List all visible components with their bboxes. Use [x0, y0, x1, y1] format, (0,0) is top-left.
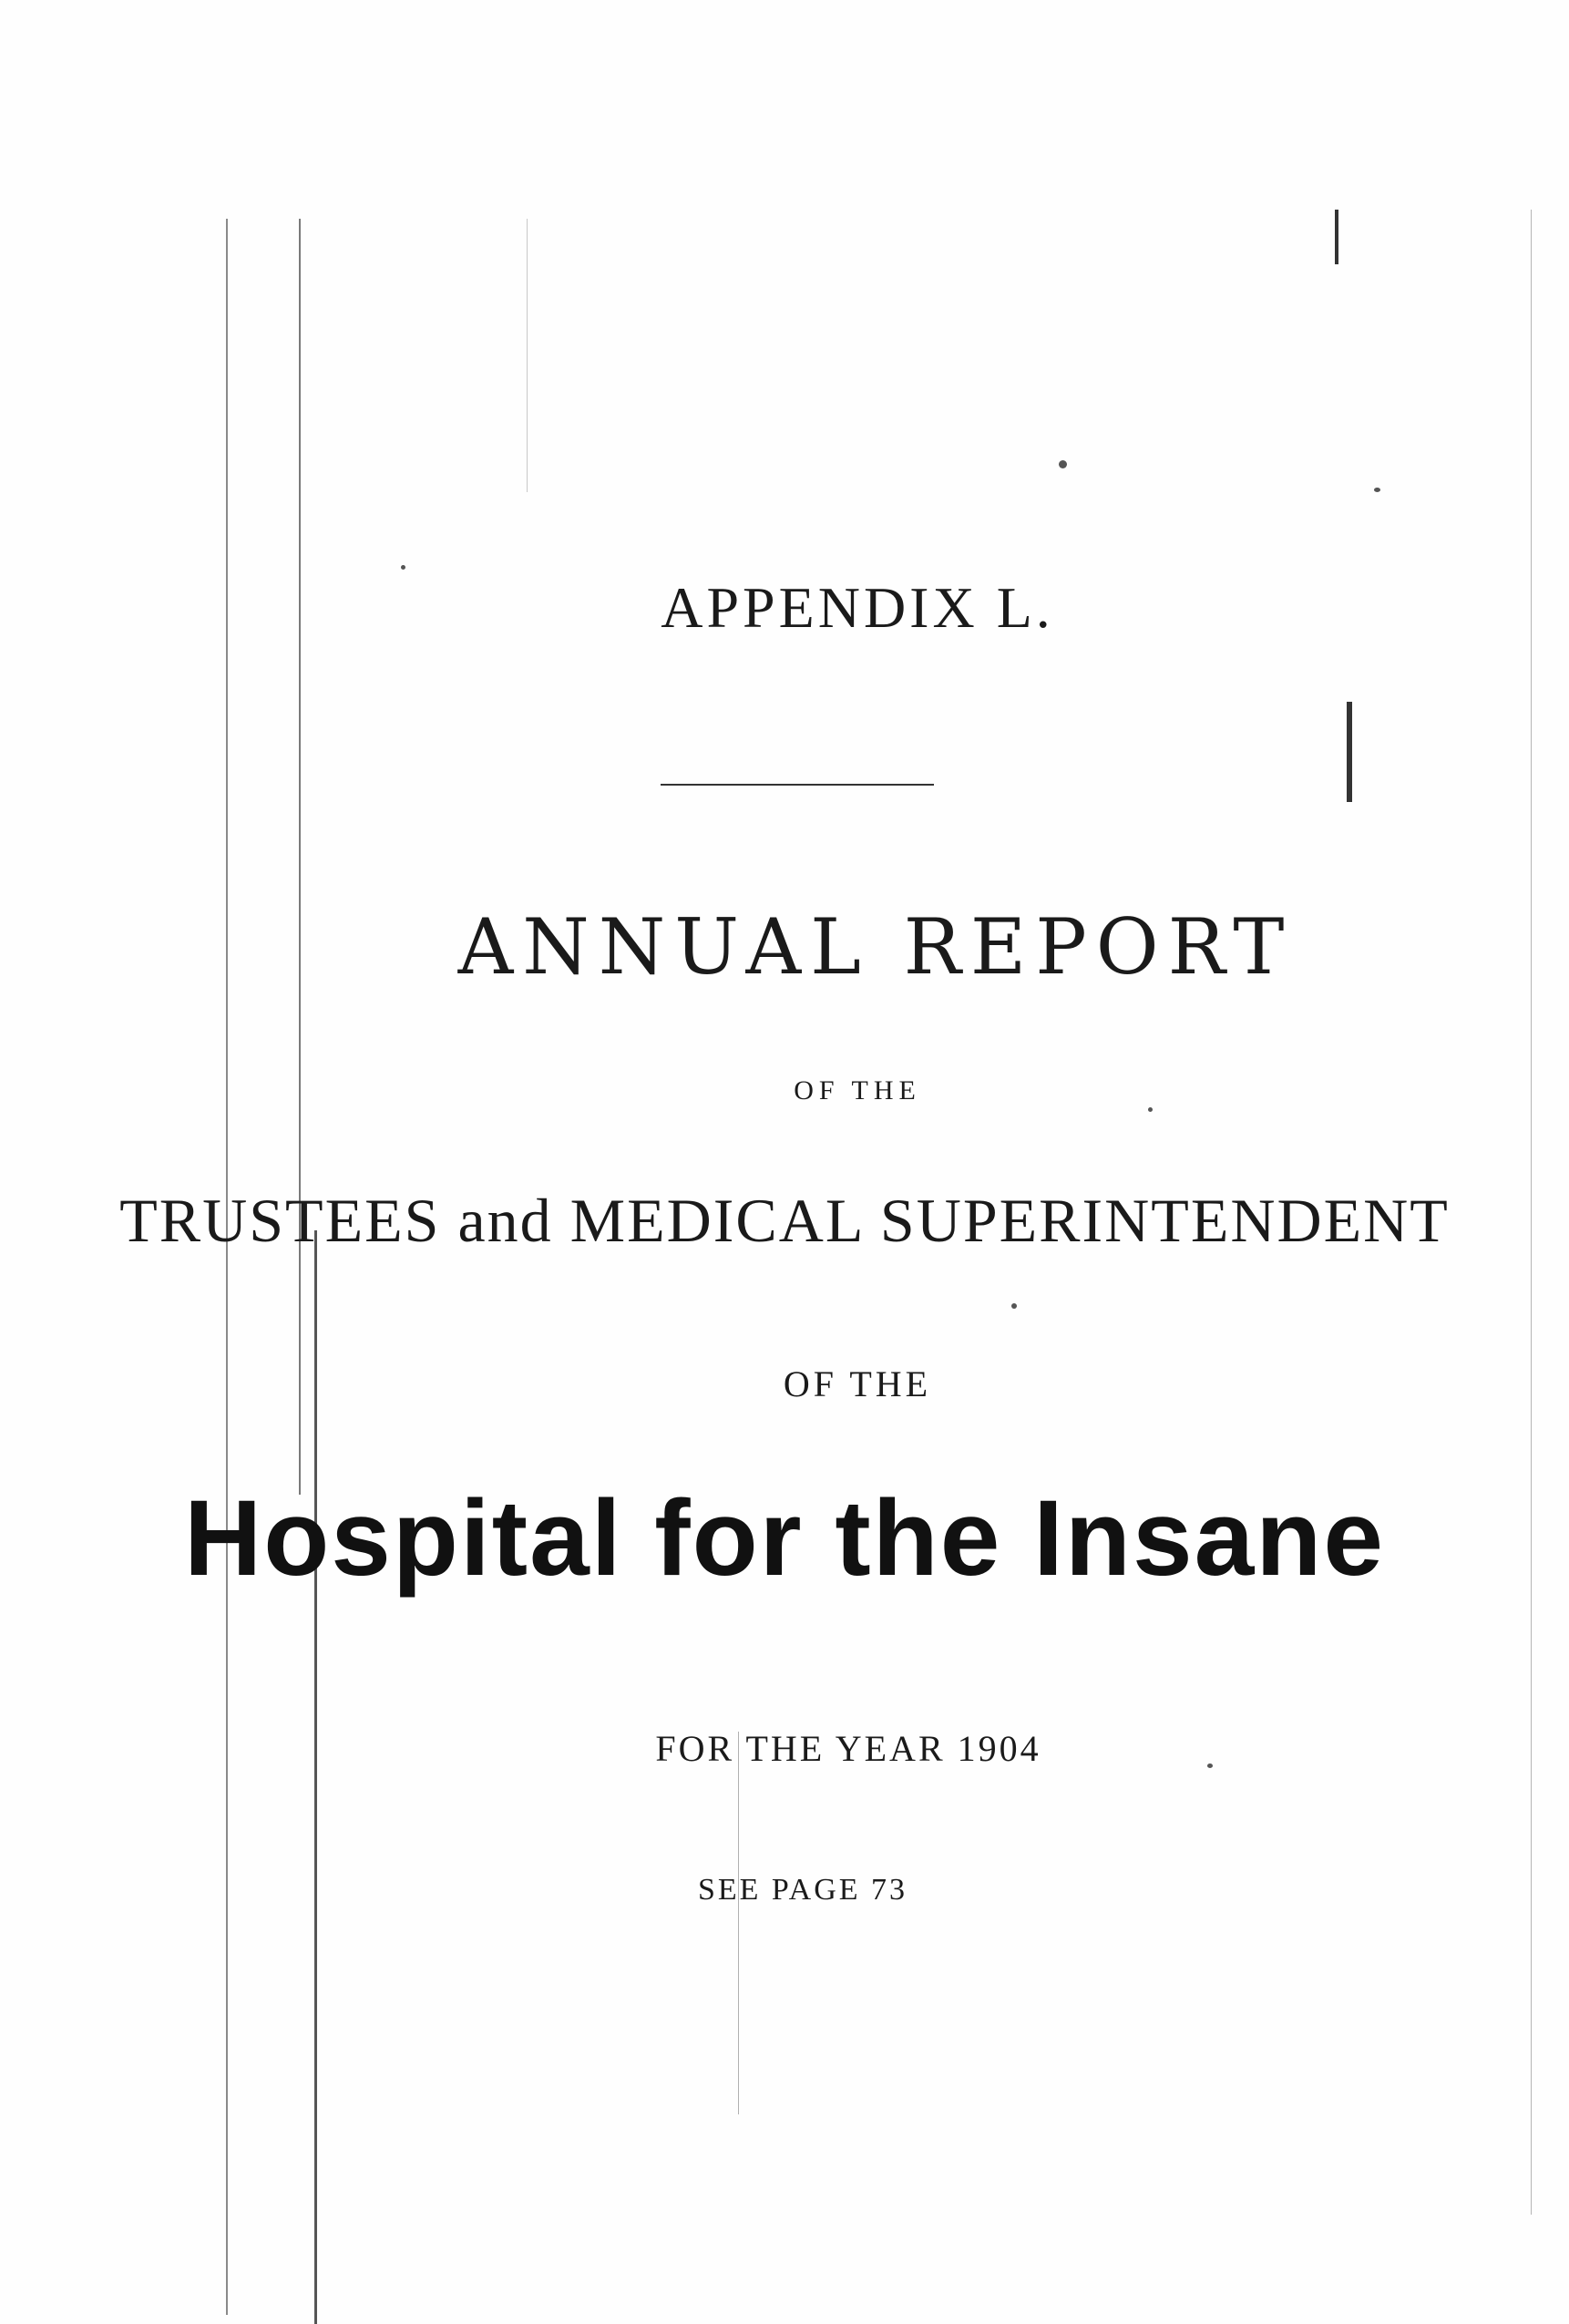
- report-heading: ANNUAL REPORT: [457, 902, 1294, 992]
- scan-line-mid: [527, 219, 528, 492]
- scan-line-right-2: [1347, 702, 1352, 802]
- scan-line-left: [226, 219, 228, 2315]
- report-year: FOR THE YEAR 1904: [655, 1728, 1041, 1769]
- speck: [1374, 488, 1380, 492]
- scan-line-mid-2: [738, 1732, 739, 2114]
- scan-line-left-2: [299, 219, 301, 1495]
- page-reference: SEE PAGE 73: [697, 1873, 908, 1907]
- speck: [1148, 1107, 1153, 1112]
- trustees-line: TRUSTEES and MEDICAL SUPERINTENDENT: [119, 1186, 1450, 1255]
- scan-line-right: [1335, 210, 1338, 264]
- speck: [1011, 1303, 1017, 1309]
- of-the-line-2: OF THE: [783, 1363, 932, 1404]
- appendix-label: APPENDIX L.: [661, 575, 1054, 640]
- speck: [401, 565, 405, 570]
- speck: [1059, 460, 1067, 468]
- of-the-line-1: OF THE: [794, 1075, 921, 1105]
- hospital-title: Hospital for the Insane: [184, 1478, 1385, 1599]
- divider-rule: [661, 784, 934, 786]
